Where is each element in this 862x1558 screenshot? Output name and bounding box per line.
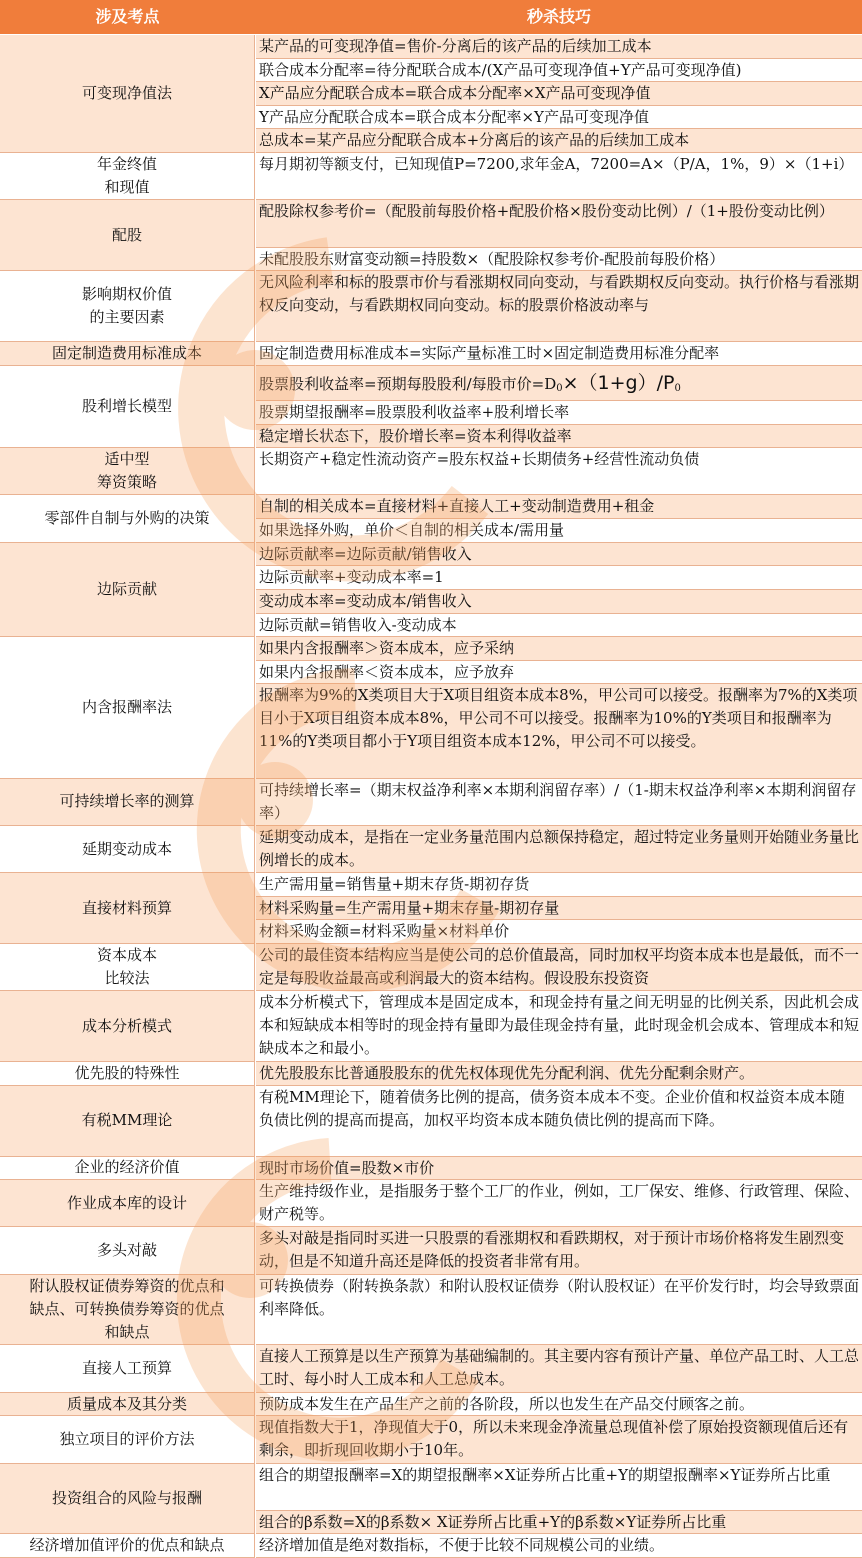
topic-label xyxy=(97,153,157,199)
tip-line: 现值指数大于1，净现值大于0，所以未来现金净流量总现值补偿了原始投资额现值后还有剩余，即折现回收期小于10年。 xyxy=(256,1416,862,1463)
tip-line: Y产品应分配联合成本=联合成本分配率×Y产品可变现净值 xyxy=(256,106,862,130)
header-topic: 涉及考点 xyxy=(95,7,160,26)
topic-label-line: 适中型 xyxy=(104,450,150,469)
topic-cell xyxy=(0,1345,255,1392)
tip-line: 如果选择外购，单价＜自制的相关成本/需用量 xyxy=(256,519,862,543)
tip-line: 报酬率为9%的X类项目大于X项目组资本成本8%，甲公司可以接受。报酬率为7%的X类项目小于X项目组资本成本8%，甲公司不可以接受。报酬率为10%的Y类项目和报酬率为11%的Y类项目都小于Y项目组资本成本12%，甲公司不可以接受。 xyxy=(256,684,862,778)
topic-label-line: 资本成本 xyxy=(96,946,157,965)
topic-label xyxy=(97,448,157,494)
tip-line: 可持续增长率=（期末权益净利率×本期利润留存率）/（1-期末权益净利率×本期利润留存率） xyxy=(256,779,862,826)
topic-label: 优先股的特殊性 xyxy=(74,1063,180,1082)
topic-label: 配股 xyxy=(111,225,142,244)
topic-cell xyxy=(0,826,255,873)
tip-line: 变动成本率=变动成本/销售收入 xyxy=(256,590,862,614)
topic-label: 可变现净值法 xyxy=(81,84,172,103)
tip-line: 公司的最佳资本结构应当是使公司的总价值最高，同时加权平均资本成本也是最低，而不一定是每股收益最高或利润最大的资本结构。假设股东投资资 xyxy=(256,944,862,991)
header-tips: 秒杀技巧 xyxy=(526,7,591,26)
topic-label-line: 影响期权价值 xyxy=(81,285,172,304)
topic-label: 零部件自制与外购的决策 xyxy=(44,509,210,528)
topic-cell xyxy=(0,342,255,366)
topic-cell xyxy=(0,1157,255,1181)
topic-cell xyxy=(0,1464,255,1535)
topic-cell xyxy=(0,873,255,944)
topic-label-line: 附认股权证债券筹资的优点和 xyxy=(29,1277,225,1296)
topic-label: 股利增长模型 xyxy=(81,396,172,415)
tip-line: 预防成本发生在产品生产之前的各阶段，所以也发生在产品交付顾客之前。 xyxy=(256,1393,862,1417)
topic-label: 成本分析模式 xyxy=(81,1016,172,1035)
topic-label-line: 的主要因素 xyxy=(89,308,165,327)
topic-cell xyxy=(0,495,255,542)
tip-line: 无风险利率和标的股票市价与看涨期权同向变动，与看跌期权反向变动。执行价格与看涨期权反向变动，与看跌期权同向变动。标的股票价格波动率与 xyxy=(256,271,862,342)
tip-line: 优先股股东比普通股股东的优先权体现优先分配利润、优先分配剩余财产。 xyxy=(256,1062,862,1086)
topic-cell xyxy=(0,366,255,449)
topic-label xyxy=(82,283,172,329)
topic-cell xyxy=(0,1227,255,1274)
topic-cell xyxy=(0,448,255,495)
tip-line: 组合的期望报酬率=X的期望报酬率×X证券所占比重+Y的期望报酬率×Y证券所占比重 xyxy=(256,1464,862,1511)
tip-line: 长期资产+稳定性流动资产=股东权益+长期债务+经营性流动负债 xyxy=(256,448,862,495)
topic-cell xyxy=(0,1062,255,1086)
topic-label: 内含报酬率法 xyxy=(81,697,172,716)
tip-line: 股票股利收益率=预期每股股利/每股市价$=D_0\times(1+g)/P_0$ xyxy=(256,366,862,401)
topic-cell xyxy=(0,153,255,200)
tip-line: 现时市场价值=股数×市价 xyxy=(256,1157,862,1181)
topic-cell xyxy=(0,271,255,342)
tip-line: 未配股股东财富变动额=持股数×（配股除权参考价-配股前每股价格） xyxy=(256,248,862,272)
tip-line: 直接人工预算是以生产预算为基础编制的。其主要内容有预计产量、单位产品工时、人工总工时、每小时人工成本和人工总成本。 xyxy=(256,1345,862,1392)
topic-label-line: 缺点、可转换债券筹资的优点 xyxy=(29,1300,225,1319)
topic-label: 经济增加值评价的优点和缺点 xyxy=(29,1536,225,1555)
topic-label: 有税MM理论 xyxy=(81,1111,173,1130)
tip-line: 自制的相关成本=直接材料+直接人工+变动制造费用+租金 xyxy=(256,495,862,519)
tip-line: 组合的β系数=X的β系数× X证券所占比重+Y的β系数×Y证券所占比重 xyxy=(256,1511,862,1535)
topic-label: 多头对敲 xyxy=(96,1241,157,1260)
tip-line: 可转换债券（附转换条款）和附认股权证债券（附认股权证）在平价发行时，均会导致票面利率降低。 xyxy=(256,1275,862,1346)
topic-cell xyxy=(0,543,255,637)
topic-cell xyxy=(0,1180,255,1227)
tip-line: 延期变动成本，是指在一定业务量范围内总额保持稳定，超过特定业务量则开始随业务量比例增长的成本。 xyxy=(256,826,862,873)
tip-line: 材料采购金额=材料采购量×材料单价 xyxy=(256,920,862,944)
topic-cell xyxy=(0,35,255,153)
topic-label: 边际贡献 xyxy=(96,579,157,598)
topic-label: 固定制造费用标准成本 xyxy=(51,343,202,362)
tip-line: 如果内含报酬率＜资本成本，应予放弃 xyxy=(256,661,862,685)
tip-line: 股票期望报酬率=股票股利收益率+股利增长率 xyxy=(256,401,862,425)
tip-line: 边际贡献=销售收入-变动成本 xyxy=(256,614,862,638)
tip-line: 边际贡献率+变动成本率=1 xyxy=(256,566,862,590)
tip-line: 如果内含报酬率＞资本成本，应予采纳 xyxy=(256,637,862,661)
topic-cell xyxy=(0,944,255,991)
topic-label xyxy=(97,944,157,990)
tip-line: 成本分析模式下，管理成本是固定成本，和现金持有量之间无明显的比例关系，因此机会成本和短缺成本相等时的现金持有量即为最佳现金持有量，此时现金机会成本、管理成本和短缺成本之和最小。 xyxy=(256,991,862,1062)
topic-cell xyxy=(0,1534,255,1558)
tip-line: 生产维持级作业，是指服务于整个工厂的作业，例如，工厂保安、维修、行政管理、保险、财产税等。 xyxy=(256,1180,862,1227)
topic-cell xyxy=(0,637,255,779)
tip-line: 多头对敲是指同时买进一只股票的看涨期权和看跌期权，对于预计市场价格将发生剧烈变动，但是不知道升高还是降低的投资者非常有用。 xyxy=(256,1227,862,1274)
topic-label: 投资组合的风险与报酬 xyxy=(51,1488,202,1507)
topic-label-line: 筹资策略 xyxy=(96,473,157,492)
tip-line: 经济增加值是绝对数指标，不便于比较不同规模公司的业绩。 xyxy=(256,1534,862,1558)
topic-label: 直接材料预算 xyxy=(81,898,172,917)
topic-label: 质量成本及其分类 xyxy=(66,1394,187,1413)
topic-label-line: 和现值 xyxy=(104,178,150,197)
topic-label: 延期变动成本 xyxy=(81,839,172,858)
tip-line: 配股除权参考价=（配股前每股价格+配股价格×股份变动比例）/（1+股份变动比例） xyxy=(256,200,862,247)
topic-label: 独立项目的评价方法 xyxy=(59,1429,195,1448)
topic-label xyxy=(29,1275,224,1344)
tip-line: 固定制造费用标准成本=实际产量标准工时×固定制造费用标准分配率 xyxy=(256,342,862,366)
tip-line: 有税MM理论下，随着债务比例的提高，债务资本成本不变。企业价值和权益资本成本随负债比例的提高而提高，加权平均资本成本随负债比例的提高而下降。 xyxy=(256,1086,862,1157)
topic-cell xyxy=(0,1416,255,1463)
topic-cell xyxy=(0,1086,255,1157)
topic-label-line: 比较法 xyxy=(104,969,150,988)
tip-line: 生产需用量=销售量+期末存货-期初存货 xyxy=(256,873,862,897)
topic-cell xyxy=(0,200,255,271)
topic-label: 企业的经济价值 xyxy=(74,1158,180,1177)
tip-line: 总成本=某产品应分配联合成本+分离后的该产品的后续加工成本 xyxy=(256,129,862,153)
tip-line: 材料采购量=生产需用量+期末存量-期初存量 xyxy=(256,897,862,921)
topic-cell xyxy=(0,1275,255,1346)
tip-line: 联合成本分配率=待分配联合成本/(X产品可变现净值+Y产品可变现净值) xyxy=(256,59,862,83)
tip-line: 某产品的可变现净值=售价-分离后的该产品的后续加工成本 xyxy=(256,35,862,59)
topic-label: 作业成本库的设计 xyxy=(66,1193,187,1212)
tip-line: X产品应分配联合成本=联合成本分配率×X产品可变现净值 xyxy=(256,82,862,106)
topic-label-line: 和缺点 xyxy=(104,1323,150,1342)
topic-label-line: 年金终值 xyxy=(96,155,157,174)
topic-label: 直接人工预算 xyxy=(81,1359,172,1378)
topic-cell xyxy=(0,1393,255,1417)
table-header xyxy=(0,0,862,34)
topic-label: 可持续增长率的测算 xyxy=(59,792,195,811)
tip-line: 边际贡献率=边际贡献/销售收入 xyxy=(256,543,862,567)
tip-line: 每月期初等额支付，已知现值P=7200,求年金A，7200=A×（P/A，1%，9）×（1+i） xyxy=(256,153,862,200)
topic-cell xyxy=(0,779,255,826)
tip-line: 稳定增长状态下，股价增长率=资本利得收益率 xyxy=(256,425,862,449)
topic-cell xyxy=(0,991,255,1062)
